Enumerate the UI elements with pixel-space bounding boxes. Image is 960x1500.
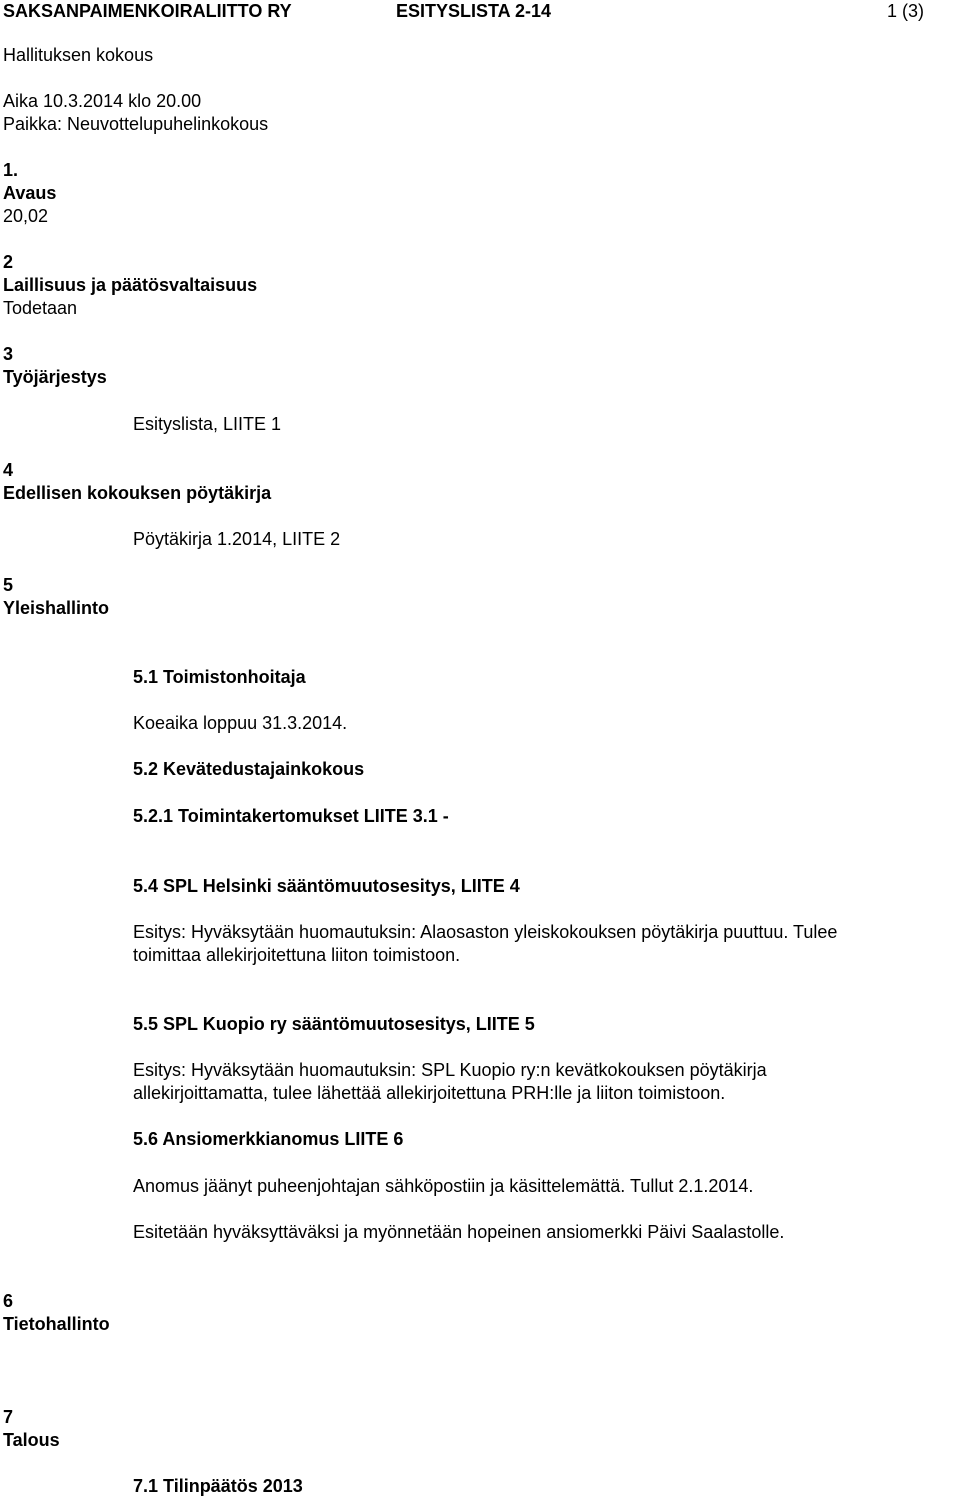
subitem-7-1-title: 7.1 Tilinpäätös 2013	[133, 1476, 303, 1496]
item-4-title: Edellisen kokouksen pöytäkirja	[3, 483, 272, 503]
subitem-5-2-1-title: 5.2.1 Toimintakertomukset LIITE 3.1 -	[133, 806, 449, 826]
item-2-number: 2	[3, 252, 14, 272]
item-6-number: 6	[3, 1291, 14, 1311]
subitem-5-5-line1: Esitys: Hyväksytään huomautuksin: SPL Kuopio ry:n kevätkokouksen pöytäkirja	[133, 1060, 767, 1080]
subitem-5-4-line2: toimittaa allekirjoitettuna liiton toimistoon.	[133, 945, 461, 965]
item-2-title: Laillisuus ja päätösvaltaisuus	[3, 275, 258, 295]
subitem-5-5-line2: allekirjoittamatta, tulee lähettää allekirjoitettuna PRH:lle ja liiton toimistoon.	[133, 1083, 726, 1103]
document-title: ESITYSLISTA 2-14	[396, 1, 552, 21]
item-2-note: Todetaan	[3, 298, 78, 318]
subitem-5-1-title: 5.1 Toimistonhoitaja	[133, 667, 306, 687]
subitem-5-6-line2: Esitetään hyväksyttäväksi ja myönnetään hopeinen ansiomerkki Päivi Saalastolle.	[133, 1222, 785, 1242]
subitem-5-6-title: 5.6 Ansiomerkkianomus LIITE 6	[133, 1129, 404, 1149]
item-7-number: 7	[3, 1407, 14, 1427]
item-3-title: Työjärjestys	[3, 367, 107, 387]
item-1-title: Avaus	[3, 183, 57, 203]
item-3-number: 3	[3, 344, 14, 364]
subitem-5-6-line1: Anomus jäänyt puheenjohtajan sähköpostiin ja käsittelemättä. Tullut 2.1.2014.	[133, 1176, 754, 1196]
subitem-5-5-title: 5.5 SPL Kuopio ry sääntömuutosesitys, LIITE 5	[133, 1014, 535, 1034]
meeting-time: Aika 10.3.2014 klo 20.00	[3, 91, 202, 111]
meeting-type: Hallituksen kokous	[3, 45, 154, 65]
subitem-5-2-title: 5.2 Kevätedustajainkokous	[133, 759, 365, 779]
item-7-title: Talous	[3, 1430, 60, 1450]
subitem-5-4-title: 5.4 SPL Helsinki sääntömuutosesitys, LIITE 4	[133, 876, 520, 896]
item-5-number: 5	[3, 575, 14, 595]
item-6-title: Tietohallinto	[3, 1314, 110, 1334]
page-number: 1 (3)	[887, 1, 925, 21]
subitem-5-4-line1: Esitys: Hyväksytään huomautuksin: Alaosaston yleiskokouksen pöytäkirja puuttuu. Tulee	[133, 922, 838, 942]
item-5-title: Yleishallinto	[3, 598, 110, 618]
item-4-number: 4	[3, 460, 14, 480]
meeting-place: Paikka: Neuvottelupuhelinkokous	[3, 114, 269, 134]
item-3-note: Esityslista, LIITE 1	[133, 414, 282, 434]
item-4-note: Pöytäkirja 1.2014, LIITE 2	[133, 529, 341, 549]
organization-name: SAKSANPAIMENKOIRALIITTO RY	[3, 1, 292, 21]
item-1-number: 1.	[3, 160, 19, 180]
item-1-note: 20,02	[3, 206, 49, 226]
subitem-5-1-body: Koeaika loppuu 31.3.2014.	[133, 713, 348, 733]
